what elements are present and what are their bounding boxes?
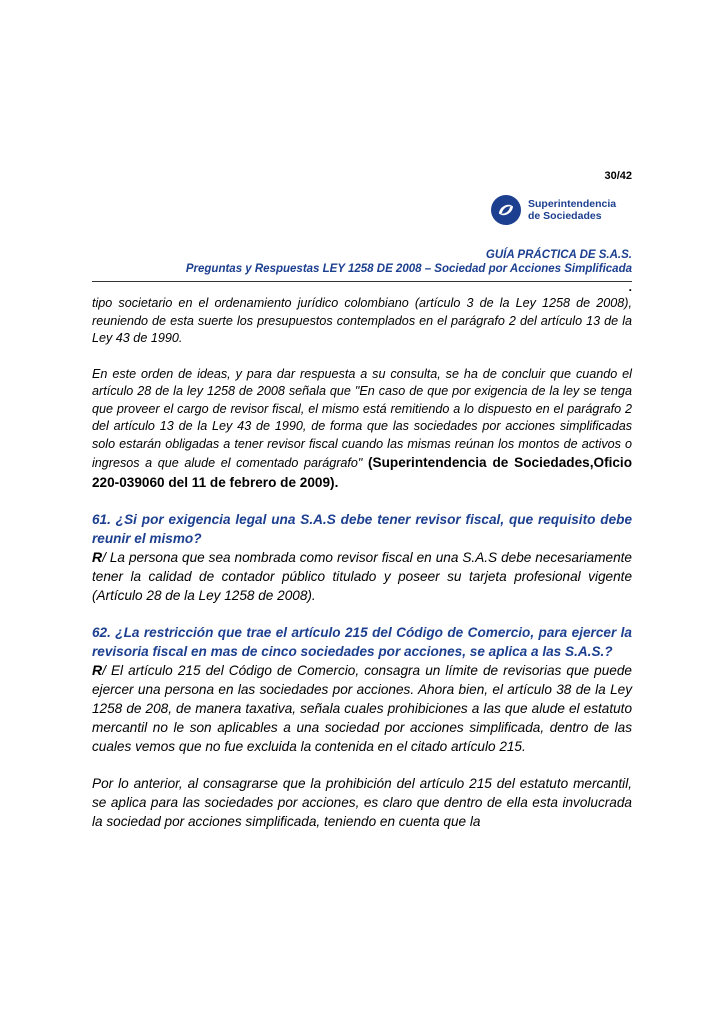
logo-line-2: de Sociedades xyxy=(528,210,602,222)
paragraph-2-citation: (Superintendencia de Sociedades,Oficio 220-039060 del 11 de febrero de 2009). xyxy=(92,455,633,490)
logo-line-1: Superintendencia xyxy=(528,198,617,210)
page-number: 30/42 xyxy=(604,170,632,182)
question-62: 62. ¿La restricción que trae el artículo 215 del Código de Comercio, para ejercer la revisoria fiscal en mas de cinco sociedades por acciones, se aplica a las S.A.S.? xyxy=(92,625,632,659)
header-rule xyxy=(92,281,632,282)
answer-61-label: R xyxy=(92,549,103,565)
paragraph-2-text: En este orden de ideas, y para dar respuesta a su consulta, se ha de concluir que cuando el artículo 28 de la ley 1258 de 2008 señala que "En caso de que por exigencia de la ley se tenga que proveer el cargo de revisor fiscal, el mismo está remitiendo a lo dispuesto en el parágrafo 2 del artículo 13 de la Ley 43 de 1990, de forma que las sociedades por acciones simplificadas solo estarán obligadas a tener revisor fiscal cuando las mismas reúnan los montos de activos o ingresos a que alude el comentado parágrafo" xyxy=(92,366,632,470)
logo xyxy=(490,194,616,226)
answer-61 xyxy=(92,548,632,605)
guide-title: GUÍA PRÁCTICA DE S.A.S. xyxy=(485,249,632,261)
header-subtitle: Preguntas y Respuestas LEY 1258 DE 2008 – Sociedad por Acciones Simplificada xyxy=(185,263,632,275)
question-61: 61. ¿Si por exigencia legal una S.A.S debe tener revisor fiscal, que requisito debe reunir el mismo? xyxy=(92,512,632,546)
answer-62-label: R xyxy=(92,662,103,678)
answer-62-text: / El artículo 215 del Código de Comercio, consagra un límite de revisorias que puede ejercer una persona en las sociedades por acciones. Ahora bien, el artículo 38 de la Ley 1258 de 208, de manera taxativa, señala cuales prohibiciones a las que alude el estatuto mercantil no le son aplicables a una sociedad por acciones simplificada, dentro de las cuales vemos que no fue excluida la contenida en el citado artículo 215. xyxy=(92,663,632,754)
page-content xyxy=(92,295,632,831)
logo-text xyxy=(528,198,616,222)
answer-61-text: / La persona que sea nombrada como revisor fiscal en una S.A.S debe necesariamente tener la calidad de contador público titulado y poseer su tarjeta profesional vigente (Artículo 28 de la Ley 1258 de 2008). xyxy=(92,550,632,603)
logo-swirl-icon xyxy=(490,194,522,226)
paragraph-last: Por lo anterior, al consagrarse que la prohibición del artículo 215 del estatuto mercantil, se aplica para las sociedades por acciones, es claro que dentro de ella esta involucrada la sociedad por acciones simplificada, teniendo en cuenta que la xyxy=(92,776,632,829)
header-dot: . xyxy=(628,280,632,294)
answer-62 xyxy=(92,661,632,756)
paragraph-1: tipo societario en el ordenamiento jurídico colombiano (artículo 3 de la Ley 1258 de 2008), reuniendo de esta suerte los presupuestos contemplados en el parágrafo 2 del artículo 13 de la Ley 43 de 1990. xyxy=(92,296,632,345)
paragraph-2 xyxy=(92,366,632,493)
